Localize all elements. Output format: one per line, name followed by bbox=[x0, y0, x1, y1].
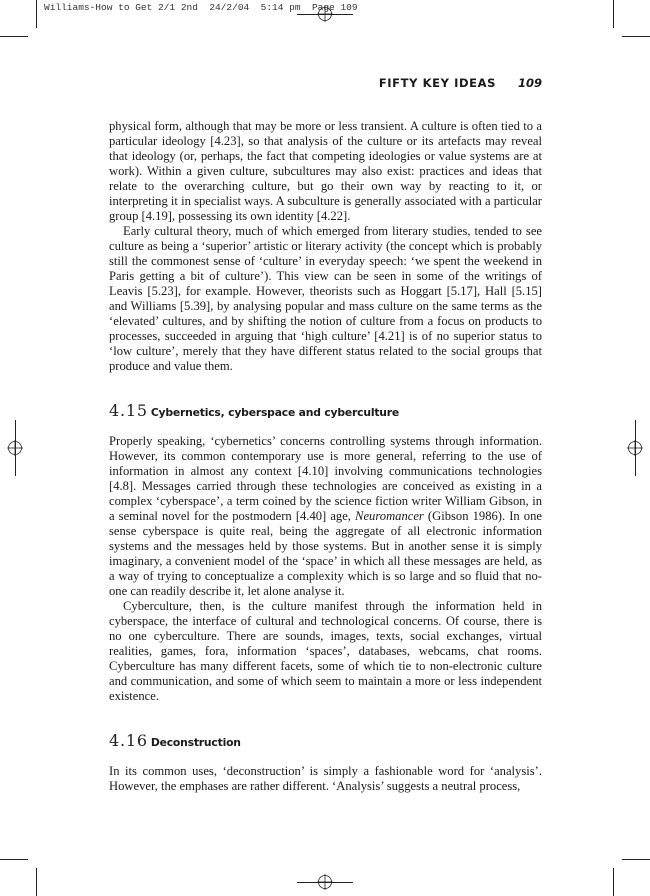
running-head bbox=[379, 76, 542, 90]
section-number: 4.16 bbox=[109, 731, 148, 750]
paragraph-early-cultural-theory: Early cultural theory, much of which emerged from literary studies, tended to see culture as being a ‘superior’ artistic or literary activity (the concept which is probably still the commonest sense of ‘culture’ in everyday speech: ‘we spent the weekend in Paris getting a bit of culture’). This view can be seen in some of the writings of Leavis [5.23], for example. However, theorists such as Hoggart [5.17], Hall [5.15] and Williams [5.39], by analysing popular and mass culture on the same terms as the ‘elevated’ cultures, and by shifting the notion of culture from a focus on products to processes, succeeded in arguing that ‘high culture’ [4.21] is of no superior status to ‘low culture’, merely that they have different status related to the social groups that produce and value them. bbox=[109, 224, 542, 373]
paragraph-cybernetics-part-2: (Gibson 1986). In one sense cyberspace is quite real, being the aggregate of all electronic information systems and the messages held by those systems. But in another sense it is simply imaginary, a convenient model of the ‘space’ in which all these messages are held, as a way of trying to conceptualize a complexity which is so large and so fluid that no-one can readily describe it, let alone analyse it. bbox=[109, 509, 542, 598]
running-head-title: FIFTY KEY IDEAS bbox=[378, 76, 496, 90]
registration-line-left bbox=[15, 420, 16, 476]
section-title: Deconstruction bbox=[150, 736, 241, 749]
section-title: Cybernetics, cyberspace and cyberculture bbox=[150, 406, 400, 419]
crop-mark-top-right-h bbox=[622, 36, 650, 37]
paragraph-cyberculture: Cyberculture, then, is the culture manifest through the information held in cyberspace, the interface of cultural and technological concerns. Of course, there is no one cyberculture. There are sounds, images, texts, social exchanges, virtual realities, games, fora, information ‘spaces’, databases, webcams, chat rooms. Cyberculture has many different facets, some of which tie to non-electronic culture and communication, and some of which seem to maintain a more or less independent existence. bbox=[109, 599, 542, 703]
registration-line-top bbox=[297, 14, 353, 15]
section-heading-4-16 bbox=[109, 731, 241, 750]
crop-mark-bottom-left-h bbox=[0, 859, 28, 860]
paragraph-cybernetics-part-1: Properly speaking, ‘cybernetics’ concerns controlling systems through information. However, its common contemporary use is more general, referring to the use of information in almost any context [4.10] involving communications technologies [4.8]. Messages carried through these technologies are conceived as existing in a complex ‘cyberspace’, a term coined by the science fiction writer William Gibson, in a seminal novel for the postmodern [4.40] age, bbox=[109, 434, 542, 523]
print-slug: Williams-How to Get 2/1 2nd 24/2/04 5:14 pm Page 109 bbox=[44, 2, 358, 13]
registration-line-bottom bbox=[297, 882, 353, 883]
book-title-neuromancer: Neuromancer bbox=[355, 509, 424, 523]
registration-line-right bbox=[635, 420, 636, 476]
crop-mark-top-left-h bbox=[0, 36, 28, 37]
paragraph-cybernetics bbox=[109, 434, 542, 599]
crop-mark-top-left-v bbox=[36, 0, 37, 28]
section-heading-4-15 bbox=[109, 401, 399, 420]
crop-mark-bottom-right-v bbox=[613, 868, 614, 896]
crop-mark-bottom-left-v bbox=[36, 868, 37, 896]
crop-mark-top-right-v bbox=[613, 0, 614, 28]
section-number: 4.15 bbox=[109, 401, 148, 420]
paragraph-culture-continued: physical form, although that may be more or less transient. A culture is often tied to a particular ideology [4.23], so that analysis of the culture or its artefacts may reveal that ideology (or, perhaps, the fact that competing ideologies or value systems are at work). Within a given culture, subcultures may also exist: practices and ideas that relate to the overarching culture, but go their own way by reacting to it, or interpreting it in specialist ways. A subculture is generally associated with a particular group [4.19], possessing its own identity [4.22]. bbox=[109, 119, 542, 223]
page-number: 109 bbox=[517, 76, 542, 90]
crop-mark-bottom-right-h bbox=[622, 859, 650, 860]
paragraph-deconstruction: In its common uses, ‘deconstruction’ is simply a fashionable word for ‘analysis’. However, the emphases are rather different. ‘Analysis’ suggests a neutral process, bbox=[109, 764, 542, 793]
